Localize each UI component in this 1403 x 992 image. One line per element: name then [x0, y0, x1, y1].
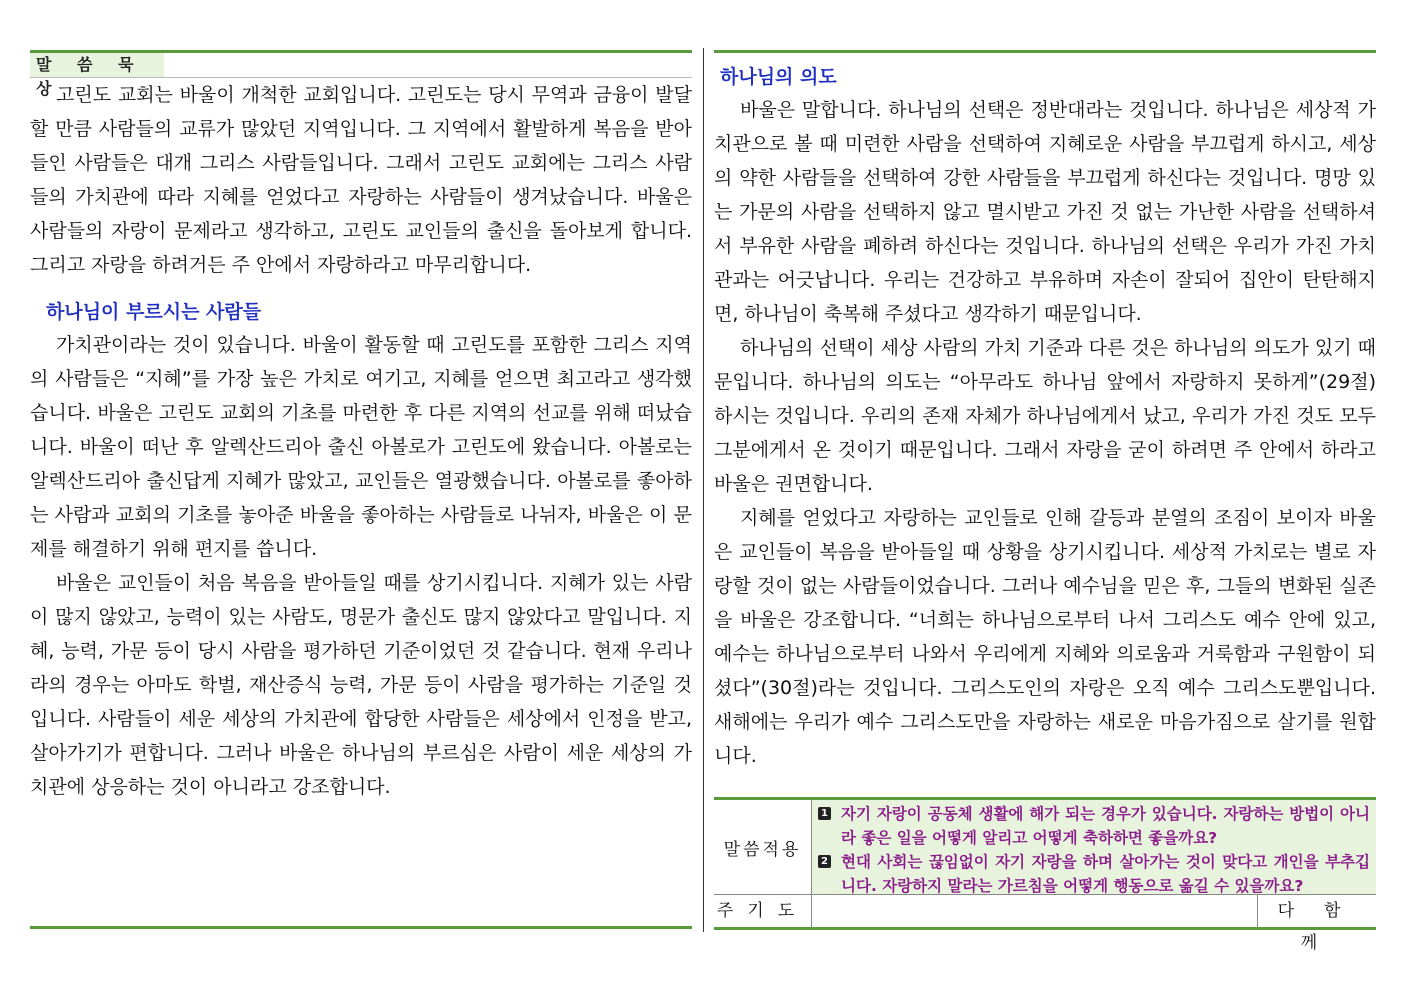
meditation-header — [30, 50, 692, 98]
left-bottom-rule — [30, 926, 692, 929]
column-divider — [703, 48, 704, 932]
left-paragraph-1: 가치관이라는 것이 있습니다. 바울이 활동할 때 고린도를 포함한 그리스 지역의 사람들은 “지혜”를 가장 높은 가치로 여기고, 지혜를 얻으면 최고라고 생각했습니다. 바울은 고린도 교회의 기초를 마련한 후 다른 지역의 선교를 위해 떠났습니다. 바울이 떠난 후 알렉산드리아 출신 아볼로가 고린도에 왔습니다. 아볼로는 알렉산드리아 출신답게 지혜가 많았고, 교인들은 열광했습니다. 아볼로를 좋아하는 사람과 교회의 기초를 놓아준 바울을 좋아하는 사람들로 나뉘자, 바울은 이 문제를 해결하기 위해 편지를 씁니다. — [30, 334, 692, 560]
word-application-box — [714, 797, 1376, 895]
left-paragraph-2: 바울은 교인들이 처음 복음을 받아들일 때를 상기시킵니다. 지혜가 있는 사람이 많지 않았고, 능력이 있는 사람도, 명문가 출신도 많지 않았다고 말입니다. 지혜, 능력, 가문 등이 당시 사람을 평가하던 기준이었던 것 같습니다. 현재 우리나라의 경우는 아마도 학벌, 재산증식 능력, 가문 등이 사람을 평가하는 기준일 것입니다. 사람들이 세운 세상의 가치관에 합당한 사람들은 세상에서 인정을 받고, 살아가기가 편합니다. 그러나 바울은 하나님의 부르심은 사람이 세운 세상의 가치관에 상응하는 것이 아니라고 강조합니다. — [30, 572, 692, 798]
lords-prayer-blank — [812, 895, 1258, 927]
right-column — [714, 50, 1376, 773]
question-number-1-badge: 1 — [818, 807, 831, 820]
question-number-2-badge: 2 — [818, 855, 831, 868]
lords-prayer-label: 주기도 — [714, 895, 812, 927]
right-paragraph-1: 바울은 말합니다. 하나님의 선택은 정반대라는 것입니다. 하나님은 세상적 가치관으로 볼 때 미련한 사람을 선택하여 지혜로운 사람을 부끄럽게 하시고, 세상의 약한 사람들을 선택하여 강한 사람들을 부끄럽게 하신다는 것입니다. 명망 있는 가문의 사람을 선택하지 않고 멸시받고 가진 것 없는 가난한 사람을 선택하셔서 부유한 사람을 폐하려 하신다는 것입니다. 하나님의 선택은 우리가 가진 가치관과는 어긋납니다. 우리는 건강하고 부유하며 자손이 잘되어 집안이 탄탄해지면, 하나님이 축복해 주셨다고 생각하기 때문입니다. — [714, 99, 1376, 325]
section-title-gods-intention: 하나님의 의도 — [720, 66, 837, 88]
right-paragraph-2: 하나님의 선택이 세상 사람의 가치 기준과 다른 것은 하나님의 의도가 있기 때문입니다. 하나님의 의도는 “아무라도 하나님 앞에서 자랑하지 못하게”(29절) 하시는 것입니다. 우리의 존재 자체가 하나님에게서 났고, 우리가 가진 것도 모두 그분에게서 온 것이기 때문입니다. 그래서 자랑을 굳이 하려면 주 안에서 하라고 바울은 권면합니다. — [714, 337, 1376, 495]
together-label: 다함께 — [1277, 901, 1371, 953]
word-application-questions — [812, 800, 1376, 894]
question-1-text: 자기 자랑이 공동체 생활에 해가 되는 경우가 있습니다. 자랑하는 방법이 아니라 좋은 일을 어떻게 알리고 어떻게 축하하면 좋을까요? — [841, 805, 1370, 847]
right-paragraph-3: 지혜를 얻었다고 자랑하는 교인들로 인해 갈등과 분열의 조짐이 보이자 바울은 교인들이 복음을 받아들일 때 상황을 상기시킵니다. 세상적 가치로는 별로 자랑할 것이 없는 사람들이었습니다. 그러나 예수님을 믿은 후, 그들의 변화된 실존을 바울은 강조합니다. “너희는 하나님으로부터 나서 그리스도 예수 안에 있고, 예수는 하나님으로부터 나와서 우리에게 지혜와 의로움과 거룩함과 구원함이 되셨다”(30절)라는 것입니다. 그리스도인의 자랑은 오직 예수 그리스도뿐입니다. 새해에는 우리가 예수 그리스도만을 자랑하는 새로운 마음가짐으로 살기를 원합니다. — [714, 507, 1376, 767]
question-2-text: 현대 사회는 끊임없이 자기 자랑을 하며 살아가는 것이 맞다고 개인을 부추깁니다. 자랑하지 말라는 가르침을 어떻게 행동으로 옮길 수 있을까요? — [841, 853, 1370, 895]
lords-prayer-row — [714, 895, 1376, 953]
word-application-label: 말씀적용 — [714, 800, 812, 894]
application-question-2 — [818, 850, 1370, 898]
meditation-header-tag: 말 씀 묵 상 — [30, 53, 164, 77]
section-title-called-people: 하나님이 부르시는 사람들 — [46, 301, 262, 323]
intro-paragraph: 고린도 교회는 바울이 개척한 교회입니다. 고린도는 당시 무역과 금융이 발달할 만큼 사람들의 교류가 많았던 지역입니다. 그 지역에서 활발하게 복음을 받아들인 사람들은 대개 그리스 사람들입니다. 그래서 고린도 교회에는 그리스 사람들의 가치관에 따라 지혜를 얻었다고 자랑하는 사람들이 생겨났습니다. 바울은 사람들의 자랑이 문제라고 생각하고, 고린도 교인들의 출신을 돌아보게 합니다. 그리고 자랑을 하려거든 주 안에서 자랑하라고 마무리합니다. — [30, 84, 692, 276]
application-question-1 — [818, 802, 1370, 850]
right-top-rule — [714, 50, 1376, 53]
left-column — [30, 50, 692, 804]
